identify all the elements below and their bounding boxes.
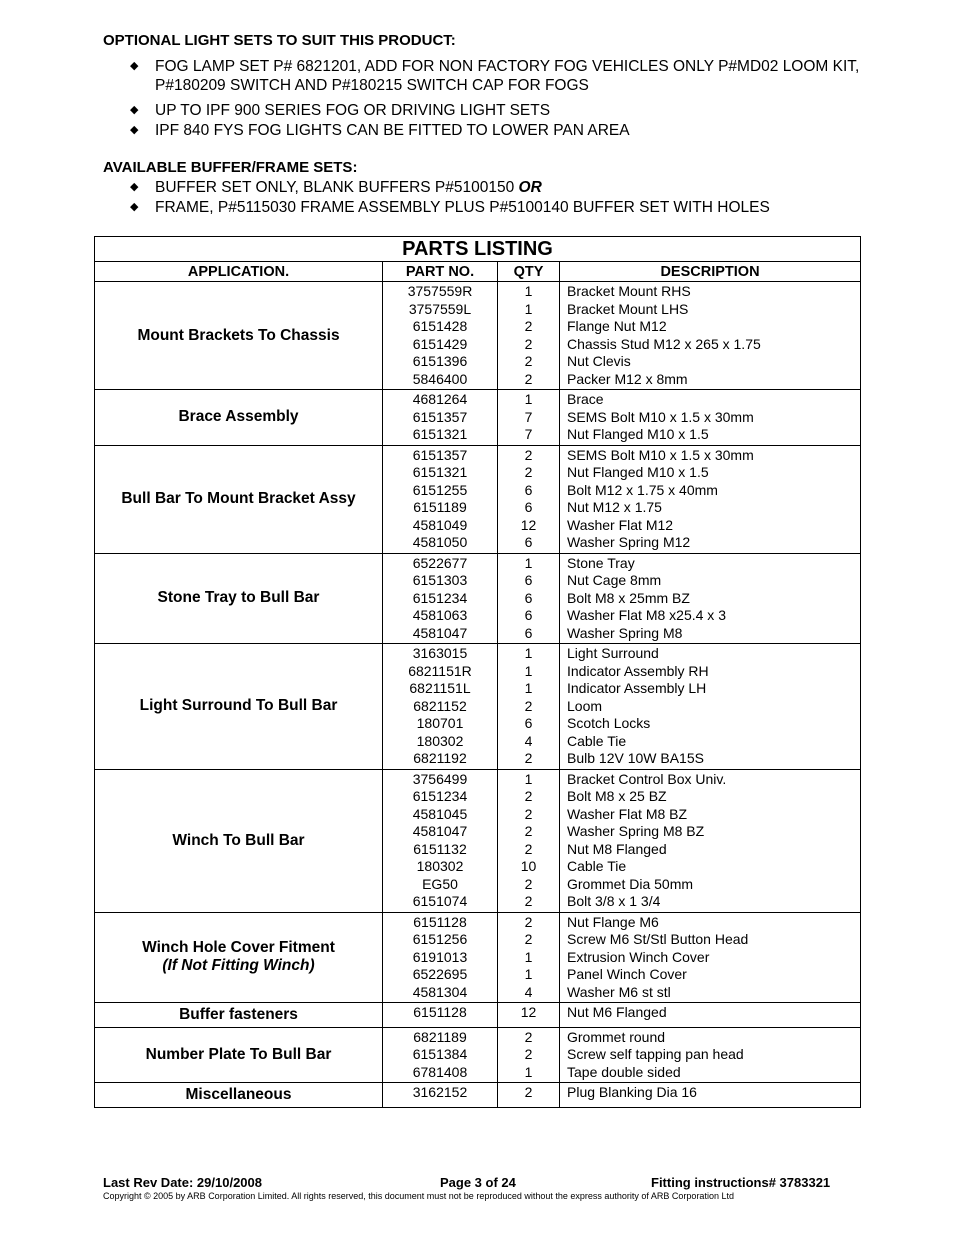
part-no-cell [383,912,498,1003]
qty-cell [498,644,560,770]
description-cell [560,282,861,390]
part-no-value: 6151255 [412,481,468,498]
description-value: Flange Nut M12 [567,318,667,334]
description-cell [560,912,861,1003]
qty-value: 2 [524,464,533,480]
part-no-value: 6151321 [412,426,468,442]
qty-value: 1 [524,554,533,571]
part-no-value: 4581063 [412,607,468,623]
application-label: Winch Hole Cover Fitment [142,939,335,957]
buffer-sets-heading: AVAILABLE BUFFER/FRAME SETS: [103,159,358,176]
qty-cell [498,1083,560,1108]
parts-table-body [95,282,861,1108]
description-value: Bracket Mount RHS [567,283,691,299]
application-cell [95,390,383,446]
description-value: Nut Clevis [567,353,631,369]
diamond-bullet-icon: ◆ [130,60,139,72]
diamond-bullet-icon: ◆ [130,201,139,213]
part-no-value: 3163015 [412,645,468,661]
description-value: Washer Flat M8 x25.4 x 3 [567,607,726,623]
description-cell [560,1003,861,1028]
part-no-value: 6151132 [413,840,467,857]
qty-value: 7 [524,408,533,425]
list-item [130,101,870,120]
part-no-value: 4581047 [412,823,468,839]
table-row [95,1027,861,1083]
qty-cell [498,553,560,644]
description-value: Bolt M12 x 1.75 x 40mm [567,481,718,498]
part-no-value: 6151234 [412,788,468,804]
qty-value: 6 [524,589,533,606]
qty-cell [498,390,560,446]
part-no-value: 6151428 [412,318,468,334]
description-value: Loom [567,697,603,714]
list-item-text: IPF 840 FYS FOG LIGHTS CAN BE FITTED TO LOWER PAN AREA [155,122,630,139]
qty-cell [498,912,560,1003]
part-no-cell [383,390,498,446]
description-value: Washer Flat M8 BZ [567,805,688,822]
description-value: Light Surround [567,645,659,661]
part-no-value: 4581045 [412,805,468,822]
part-no-cell [383,1027,498,1083]
qty-value: 6 [524,607,533,623]
description-value: Bolt 3/8 x 1 3/4 [567,893,661,909]
application-cell [95,282,383,390]
application-cell [95,769,383,912]
part-no-value: 6151303 [412,572,468,588]
part-no-value: 180302 [416,732,464,749]
part-no-cell [383,644,498,770]
part-no-cell [383,769,498,912]
table-row [95,1003,861,1028]
qty-value: 2 [524,1046,533,1062]
qty-value: 1 [524,300,533,317]
description-value: Bolt M8 x 25mm BZ [567,589,690,606]
col-header-application: APPLICATION. [95,262,383,282]
description-value: Washer Flat M12 [567,516,674,533]
description-cell [560,1027,861,1083]
description-cell [560,445,861,553]
description-value: Washer Spring M8 BZ [567,823,705,839]
part-no-value: 180701 [416,715,464,731]
part-no-value: 6151396 [412,353,468,369]
qty-value: 2 [524,931,533,947]
part-no-value: 5846400 [412,370,468,387]
part-no-value: 6821192 [413,750,467,766]
application-cell [95,1027,383,1083]
table-row [95,912,861,1003]
diamond-bullet-icon: ◆ [130,104,139,116]
part-no-value: 6781408 [412,1063,468,1080]
parts-table [94,236,861,1108]
qty-value: 2 [524,318,533,334]
part-no-cell [383,445,498,553]
qty-value: 1 [524,1063,533,1080]
qty-value: 1 [524,645,533,661]
part-no-value: 6151234 [412,589,468,606]
part-no-value: 6821189 [413,1028,467,1045]
part-no-cell [383,282,498,390]
description-value: Scotch Locks [567,715,651,731]
qty-value: 1 [524,966,533,982]
description-value: Plug Blanking Dia 16 [567,1084,697,1100]
list-item-text: BUFFER SET ONLY, BLANK BUFFERS P#5100150 [155,179,515,196]
qty-value: 12 [520,1004,537,1020]
description-value: SEMS Bolt M10 x 1.5 x 30mm [567,408,754,425]
description-value: Indicator Assembly RH [567,662,709,679]
list-item-text: UP TO IPF 900 SERIES FOG OR DRIVING LIGHT SETS [155,102,551,119]
qty-cell [498,769,560,912]
description-value: Nut M8 Flanged [567,840,667,857]
qty-cell [498,1003,560,1028]
buffer-sets-list [130,178,870,217]
application-label: Stone Tray to Bull Bar [157,589,320,607]
description-value: Nut Flanged M10 x 1.5 [567,464,709,480]
optional-lights-list [130,57,870,140]
qty-value: 6 [524,534,533,550]
application-label: Mount Brackets To Chassis [137,326,340,344]
part-no-value: 6522695 [412,966,468,982]
footer-page-number: Page 3 of 24 [440,1175,516,1190]
qty-value: 2 [524,840,533,857]
description-cell [560,644,861,770]
qty-cell [498,445,560,553]
description-value: Nut Cage 8mm [567,572,662,588]
description-cell [560,1083,861,1108]
table-row [95,1083,861,1108]
application-label: Winch To Bull Bar [172,831,305,849]
qty-value: 2 [524,335,533,352]
list-item-text: FOG LAMP SET P# 6821201, ADD FOR NON FACTORY FOG VEHICLES ONLY P#MD02 LOOM KIT, P#180209 SWITCH AND P#180215 SWITCH CAP FOR FOGS [155,58,860,94]
or-emphasis: OR [518,179,542,196]
diamond-bullet-icon: ◆ [130,181,139,193]
description-value: Brace [567,391,604,407]
qty-value: 6 [524,481,533,498]
description-value: Grommet Dia 50mm [567,875,694,892]
qty-value: 10 [520,858,537,874]
part-no-value: EG50 [422,875,458,892]
part-no-value: 4581304 [412,983,468,1000]
description-value: Tape double sided [567,1063,681,1080]
description-cell [560,769,861,912]
qty-value: 6 [524,715,533,731]
part-no-value: 6522677 [412,554,468,571]
description-value: Panel Winch Cover [567,966,687,982]
part-no-value: 3162152 [412,1084,468,1100]
part-no-value: 4581049 [412,516,468,533]
qty-value: 2 [524,805,533,822]
part-no-value: 3757559L [408,300,472,317]
application-cell [95,1083,383,1108]
qty-value: 2 [524,1084,533,1100]
description-value: Bracket Control Box Univ. [567,770,727,787]
list-item [130,121,870,140]
qty-value: 12 [520,516,537,533]
part-no-value: 6821151R [408,662,472,679]
application-sublabel: (If Not Fitting Winch) [162,957,315,975]
footer-copyright: Copyright © 2005 by ARB Corporation Limited. All rights reserved, this document must not be reproduced without the express authority of ARB Corporation Ltd [103,1191,734,1201]
qty-value: 4 [524,983,533,1000]
application-cell [95,1003,383,1028]
part-no-value: 6151384 [412,1046,468,1062]
qty-value: 1 [524,662,533,679]
qty-value: 1 [524,283,533,299]
part-no-value: 4681264 [412,391,468,407]
qty-cell [498,1027,560,1083]
description-value: Indicator Assembly LH [567,680,707,696]
description-value: Nut M6 Flanged [567,1004,667,1020]
qty-value: 7 [524,426,533,442]
description-value: Washer Spring M12 [567,534,691,550]
part-no-value: 6151256 [412,931,468,947]
col-header-part-no: PART NO. [383,262,498,282]
part-no-value: 6151321 [412,464,468,480]
part-no-value: 4581047 [412,624,468,641]
footer-rev-date: Last Rev Date: 29/10/2008 [103,1175,262,1190]
optional-lights-heading: OPTIONAL LIGHT SETS TO SUIT THIS PRODUCT: [103,32,456,49]
qty-value: 1 [524,770,533,787]
description-cell [560,390,861,446]
description-value: Stone Tray [567,554,635,571]
part-no-value: 6191013 [412,948,468,965]
description-value: Nut M12 x 1.75 [567,499,662,515]
part-no-value: 6151357 [412,408,468,425]
part-no-value: 6151429 [412,335,468,352]
application-label: Brace Assembly [178,408,299,426]
qty-value: 4 [524,732,533,749]
table-row [95,644,861,770]
description-value: Cable Tie [567,858,627,874]
qty-value: 2 [524,697,533,714]
description-value: Nut Flange M6 [567,913,659,930]
description-value: Packer M12 x 8mm [567,370,688,387]
part-no-cell [383,1003,498,1028]
part-no-value: 3757559R [407,283,473,299]
qty-value: 2 [524,446,533,463]
part-no-value: 6151357 [412,446,468,463]
qty-value: 6 [524,572,533,588]
part-no-value: 4581050 [412,534,468,550]
application-label: Miscellaneous [185,1085,292,1103]
part-no-value: 6151128 [413,1004,467,1020]
application-cell [95,912,383,1003]
qty-value: 2 [524,370,533,387]
part-no-cell [383,553,498,644]
part-no-value: 6151074 [412,893,468,909]
description-value: Washer Spring M8 [567,624,683,641]
col-header-description: DESCRIPTION [560,262,861,282]
description-value: Cable Tie [567,732,627,749]
description-cell [560,553,861,644]
description-value: Nut Flanged M10 x 1.5 [567,426,709,442]
qty-cell [498,282,560,390]
qty-value: 1 [524,391,533,407]
application-cell [95,553,383,644]
part-no-value: 3756499 [412,770,468,787]
part-no-cell [383,1083,498,1108]
application-label: Light Surround To Bull Bar [139,697,338,715]
parts-listing-title: PARTS LISTING [95,237,861,262]
application-label: Bull Bar To Mount Bracket Assy [121,490,356,507]
part-no-value: 6151189 [413,499,467,515]
description-value: SEMS Bolt M10 x 1.5 x 30mm [567,446,754,463]
list-item [130,57,870,95]
table-header-row [95,262,861,282]
description-value: Washer M6 st stl [567,983,671,1000]
part-no-value: 180302 [416,858,464,874]
list-item [130,178,870,197]
part-no-value: 6821152 [413,697,467,714]
qty-value: 2 [524,913,533,930]
description-value: Bulb 12V 10W BA15S [567,750,704,766]
qty-value: 2 [524,823,533,839]
qty-value: 2 [524,750,533,766]
list-item [130,198,870,217]
application-cell [95,445,383,553]
description-value: Screw M6 St/Stl Button Head [567,931,749,947]
application-label: Number Plate To Bull Bar [145,1045,332,1063]
diamond-bullet-icon: ◆ [130,124,139,136]
application-cell [95,644,383,770]
footer-fitting-number: Fitting instructions# 3783321 [651,1175,831,1190]
qty-value: 6 [524,624,533,641]
description-value: Chassis Stud M12 x 265 x 1.75 [567,335,761,352]
application-label: Buffer fasteners [179,1005,298,1023]
description-value: Screw self tapping pan head [567,1046,744,1062]
table-row [95,769,861,912]
description-value: Grommet round [567,1028,666,1045]
description-value: Extrusion Winch Cover [567,948,710,965]
qty-value: 1 [524,680,533,696]
table-row [95,553,861,644]
qty-value: 2 [524,1028,533,1045]
description-value: Bolt M8 x 25 BZ [567,788,667,804]
qty-value: 1 [524,948,533,965]
table-row [95,282,861,390]
list-item-text: FRAME, P#5115030 FRAME ASSEMBLY PLUS P#5100140 BUFFER SET WITH HOLES [155,199,770,216]
part-no-value: 6151128 [413,913,467,930]
description-value: Bracket Mount LHS [567,300,689,317]
table-row [95,445,861,553]
part-no-value: 6821151L [409,680,471,696]
qty-value: 2 [524,893,533,909]
col-header-qty: QTY [498,262,560,282]
qty-value: 6 [524,499,533,515]
qty-value: 2 [524,353,533,369]
table-row [95,390,861,446]
qty-value: 2 [524,788,533,804]
qty-value: 2 [524,875,533,892]
